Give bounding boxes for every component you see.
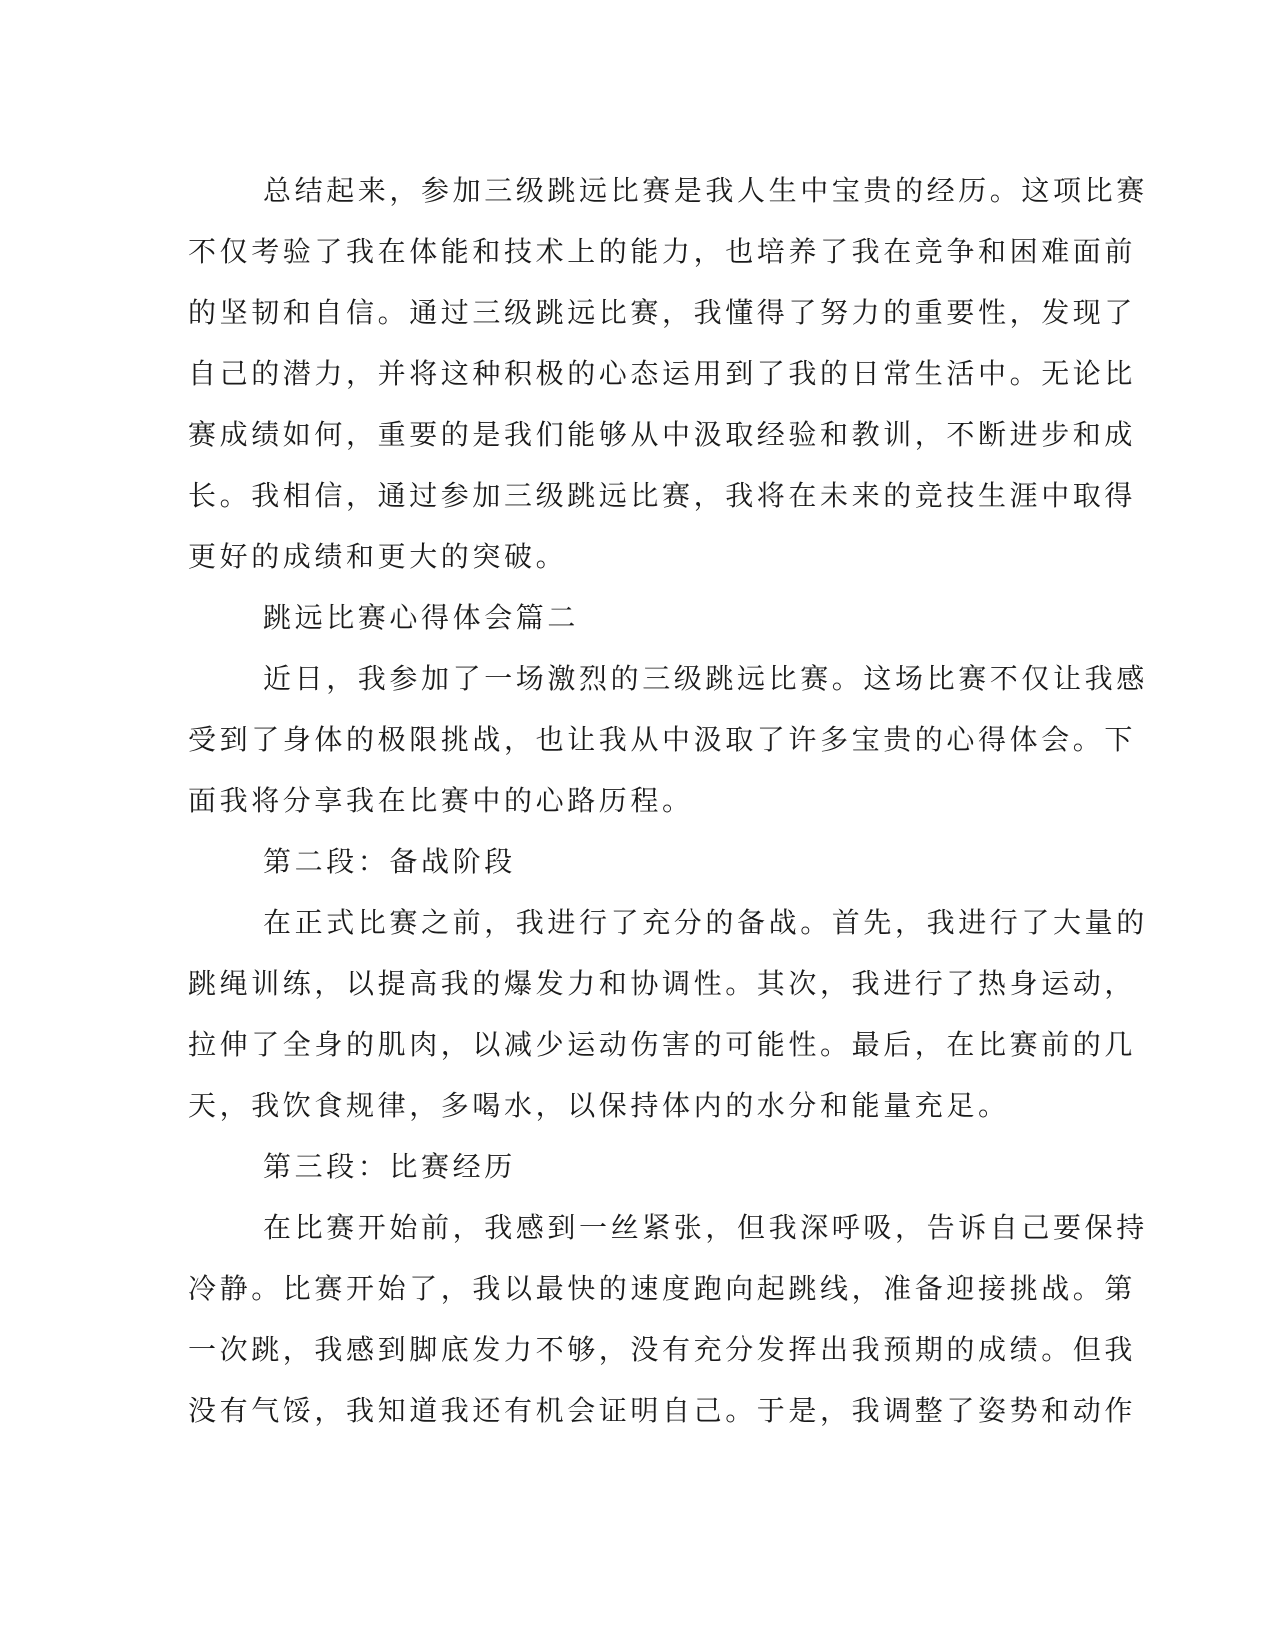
paragraph-line: 冷静。比赛开始了，我以最快的速度跑向起跳线，准备迎接挑战。第 (188, 1272, 1137, 1305)
paragraph-line: 面我将分享我在比赛中的心路历程。 (188, 784, 694, 817)
paragraph-line: 在正式比赛之前，我进行了充分的备战。首先，我进行了大量的 (263, 906, 1148, 939)
paragraph-line: 一次跳，我感到脚底发力不够，没有充分发挥出我预期的成绩。但我 (188, 1333, 1137, 1366)
section-heading: 跳远比赛心得体会篇二 (263, 601, 580, 634)
paragraph-line: 没有气馁，我知道我还有机会证明自己。于是，我调整了姿势和动作 (188, 1394, 1137, 1427)
paragraph-line: 在比赛开始前，我感到一丝紧张，但我深呼吸，告诉自己要保持 (263, 1211, 1148, 1244)
paragraph-line: 赛成绩如何，重要的是我们能够从中汲取经验和教训，不断进步和成 (188, 418, 1137, 451)
paragraph-line: 自己的潜力，并将这种积极的心态运用到了我的日常生活中。无论比 (188, 357, 1137, 390)
paragraph-line: 长。我相信，通过参加三级跳远比赛，我将在未来的竞技生涯中取得 (188, 479, 1137, 512)
section-heading: 第三段：比赛经历 (263, 1150, 516, 1183)
paragraph-line: 拉伸了全身的肌肉，以减少运动伤害的可能性。最后，在比赛前的几 (188, 1028, 1137, 1061)
document-page (188, 160, 1148, 1441)
paragraph-line: 的坚韧和自信。通过三级跳远比赛，我懂得了努力的重要性，发现了 (188, 296, 1137, 329)
paragraph-line: 天，我饮食规律，多喝水，以保持体内的水分和能量充足。 (188, 1089, 1010, 1122)
paragraph-line: 受到了身体的极限挑战，也让我从中汲取了许多宝贵的心得体会。下 (188, 723, 1137, 756)
paragraph-line: 总结起来，参加三级跳远比赛是我人生中宝贵的经历。这项比赛 (263, 174, 1148, 207)
paragraph-line: 不仅考验了我在体能和技术上的能力，也培养了我在竞争和困难面前 (188, 235, 1137, 268)
paragraph-line: 跳绳训练，以提高我的爆发力和协调性。其次，我进行了热身运动， (188, 967, 1137, 1000)
section-heading: 第二段：备战阶段 (263, 845, 516, 878)
paragraph-line: 近日，我参加了一场激烈的三级跳远比赛。这场比赛不仅让我感 (263, 662, 1148, 695)
paragraph-line: 更好的成绩和更大的突破。 (188, 540, 568, 573)
